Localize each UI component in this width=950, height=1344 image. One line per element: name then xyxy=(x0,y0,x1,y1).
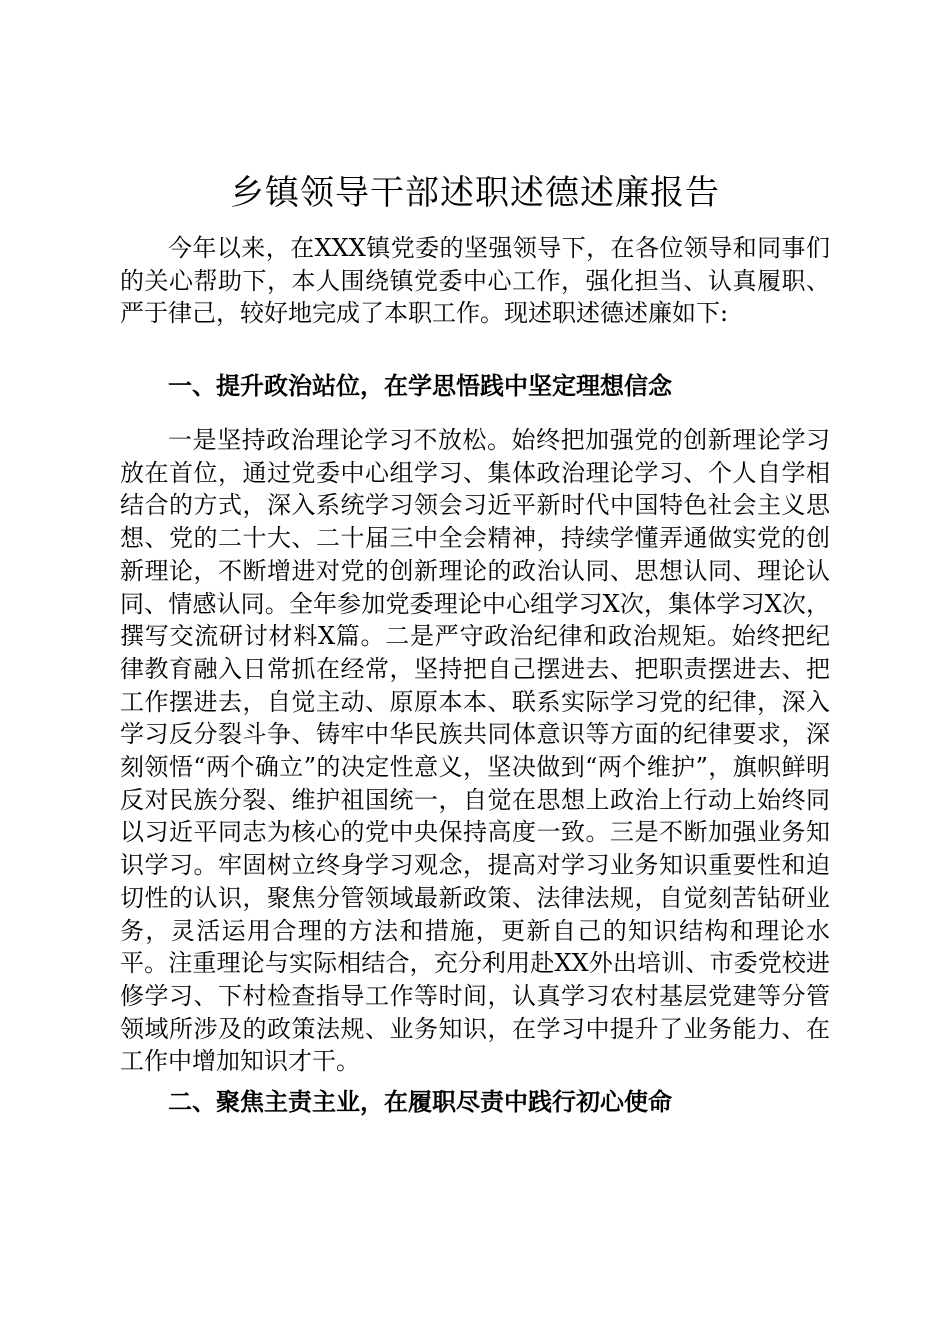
section-heading-1: 一、提升政治站位，在学思悟践中坚定理想信念 xyxy=(168,371,672,400)
document-title: 乡镇领导干部述职述德述廉报告 xyxy=(230,173,720,213)
section-heading-2: 二、聚焦主责主业，在履职尽责中践行初心使命 xyxy=(168,1087,672,1116)
section-1-body: 一是坚持政治理论学习不放松。始终把加强党的创新理论学习放在首位，通过党委中心组学习、集体政治理论学习、个人自学相结合的方式，深入系统学习领会习近平新时代中国特色社会主义思想、党的二十大、二十届三中全会精神，持续学懂弄通做实党的创新理论，不断增进对党的创新理论的政治认同、思想认同、理论认同、情感认同。全年参加党委理论中心组学习X次，集体学习X次，撰写交流研讨材料X篇。二是严守政治纪律和政治规矩。始终把纪律教育融入日常抓在经常，坚持把自己摆进去、把职责摆进去、把工作摆进去，自觉主动、原原本本、联系实际学习党的纪律，深入学习反分裂斗争、铸牢中华民族共同体意识等方面的纪律要求，深刻领悟“两个确立”的决定性意义，坚决做到“两个维护”，旗帜鲜明反对民族分裂、维护祖国统一，自觉在思想上政治上行动上始终同以习近平同志为核心的党中央保持高度一致。三是不断加强业务知识学习。牢固树立终身学习观念，提高对学习业务知识重要性和迫切性的认识，聚焦分管领域最新政策、法律法规，自觉刻苦钻研业务，灵活运用合理的方法和措施，更新自己的知识结构和理论水平。注重理论与实际相结合，充分利用赴XX外出培训、市委党校进修学习、下村检查指导工作等时间，认真学习农村基层党建等分管领域所涉及的政策法规、业务知识，在学习中提升了业务能力、在工作中增加知识才干。 xyxy=(120,426,830,1076)
intro-paragraph: 今年以来，在XXX镇党委的坚强领导下，在各位领导和同事们的关心帮助下，本人围绕镇党委中心工作，强化担当、认真履职、严于律己，较好地完成了本职工作。现述职述德述廉如下: xyxy=(120,234,830,328)
